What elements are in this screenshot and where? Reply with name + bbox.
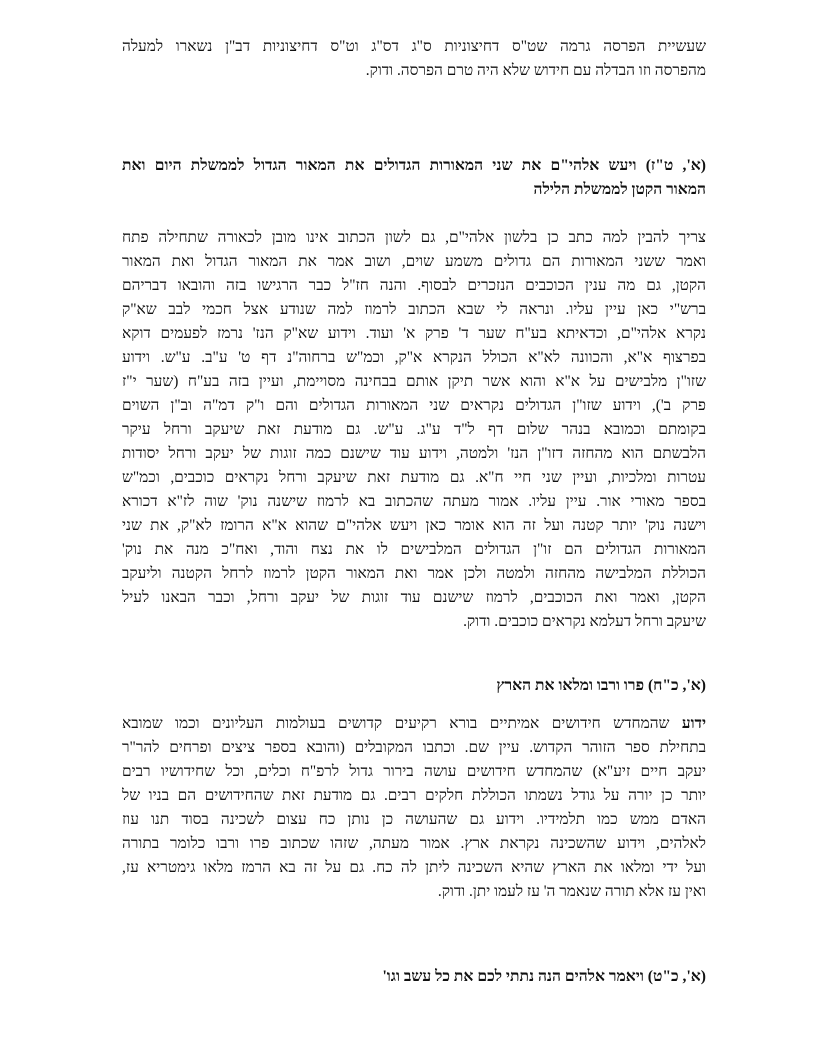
heading-line: המאור הקטן לממשלת הלילה [533,181,706,198]
intro-paragraph [122,35,706,83]
text-line: הקטן, גם מה ענין הכוכבים הנזכרים לבסוף. והנה חז"ל כבר הרגישו בזה והובאו דבריהם [122,277,706,294]
text-line: הקטן, ואמר ואת הכוכבים, לרמוז שישנם עוד זוגות של יעקב ורחל, וכבר הבאנו לעיל [122,589,706,606]
text-line: שעשיית הפרסה גרמה שט"ס דחיצוניות ס"ג דס"ג וט"ס דחיצוניות דב"ן נשארו למעלה [122,38,706,55]
text-line: מהפרסה וזו הבדלה עם חידוש שלא היה טרם הפרסה. ודוק. [365,62,706,79]
text-line: וישנה נוק' יותר קטנה ועל זה הוא אומר כאן ויעש אלהי"ם שהוא א"א הרומז לא"ק, את שני [122,517,706,534]
section-body [122,712,706,904]
text-line: צריך להבין למה כתב כן בלשון אלהי"ם, גם לשון הכתוב אינו מובן לכאורה שתחילה פתח [122,229,706,246]
text-line: יותר כן יורה על גודל נשמתו הכוללת חלקים רבים. גם מודעת זאת שהחידושים הם בניו של [122,787,706,804]
section-heading [122,674,706,698]
text-line [122,712,706,736]
text-line: המאורות הגדולים הם זו"ן הגדולים המלבישים לו את נצח והוד, ואח"כ מנה את נוק' [122,541,706,558]
lead-word: ידוע [681,715,706,732]
section-heading [122,154,706,202]
text-line: האדם ממש כמו תלמידיו. וידוע גם שהעושה כן נותן כח עצום לשכינה בסוד תנו עוז [122,811,706,828]
heading-line: (א', ט"ז) ויעש אלהי"ם את שני המאורות הגדולים את המאור הגדול לממשלת היום ואת [122,157,706,174]
text-line: שיעקב ורחל דעלמא נקראים כוכבים. ודוק. [463,613,706,630]
section-body [122,226,706,634]
section-heading [122,965,706,989]
text-line: בספר מאורי אור. עיין עליו. אמור מעתה שהכתוב בא לרמוז שישנה נוק' שוה לז"א דכורא [122,493,706,510]
text-line: בפרצוף א"א, והכוונה לא"א הכולל הנקרא א"ק, וכמ"ש ברחוה"נ דף ט' ע"ב. ע"ש. וידוע [122,349,706,366]
text-line: ואמר ששני המאורות הם גדולים משמע שוים, ושוב אמר את המאור הגדול ואת המאור [122,253,706,270]
heading-line: (א', כ"ח) פרו ורבו ומלאו את הארץ [496,677,706,694]
text-line: עטרות ומלכיות, ועיין שני חיי ח"א. גם מודעת זאת שיעקב ורחל נקראים כוכבים, וכמ"ש [122,469,706,486]
heading-line: (א', כ"ט) ויאמר אלהים הנה נתתי לכם את כל עשב וגו' [382,968,706,985]
text-line: בקומתם וכמובא בנהר שלום דף ל"ד ע"ג. ע"ש. גם מודעת זאת שיעקב ורחל עיקר [122,421,706,438]
text-line: ברש"י כאן עיין עליו. ונראה לי שבא הכתוב לרמוז למה שנודע אצל חכמי לבב שא"ק [122,301,706,318]
text-line: ועל ידי ומלאו את הארץ שהיא השכינה ליתן לה כח. גם על זה בא הרמז מלאו גימטריא עז, [122,859,706,876]
text-line: שזו"ן מלבישים על א"א והוא אשר תיקן אותם בבחינה מסויימת, ועיין בזה בע"ח (שער י"ז [122,373,706,390]
text-line: פרק ב'), וידוע שזו"ן הגדולים נקראים שני המאורות הגדולים והם ו"ק דמ"ה וב"ן השוים [122,397,706,414]
text-line: הלבשתם הוא מהחזה דזו"ן הנז' ולמטה, וידוע עוד שישנם כמה זוגות של יעקב ורחל יסודות [122,445,706,462]
text-line: בתחילת ספר הזוהר הקדוש. עיין שם. וכתבו המקובלים (והובא בספר ציצים ופרחים להר"ר [122,739,706,756]
text-line: ואין עז אלא תורה שנאמר ה' עז לעמו יתן. ודוק. [437,883,706,900]
text-run: שהמחדש חידושים אמיתיים בורא רקיעים קדושים בעולמות העליונים וכמו שמובא [122,715,682,732]
text-line: יעקב חיים זיע"א) שהמחדש חידושים עושה בירור גדול לרפ"ח וכלים, וכל שחידושיו רבים [122,763,706,780]
text-line: לאלהים, וידוע שהשכינה נקראת ארץ. אמור מעתה, שזהו שכתוב פרו ורבו כלומר בתורה [122,835,706,852]
text-line: נקרא אלהי"ם, וכדאיתא בע"ח שער ד' פרק א' ועוד. וידוע שא"ק הנז' נרמז לפעמים דוקא [122,325,706,342]
text-line: הכוללת המלבישה מהחזה ולמטה ולכן אמר ואת המאור הקטן לרמוז לרחל הקטנה וליעקב [122,565,706,582]
